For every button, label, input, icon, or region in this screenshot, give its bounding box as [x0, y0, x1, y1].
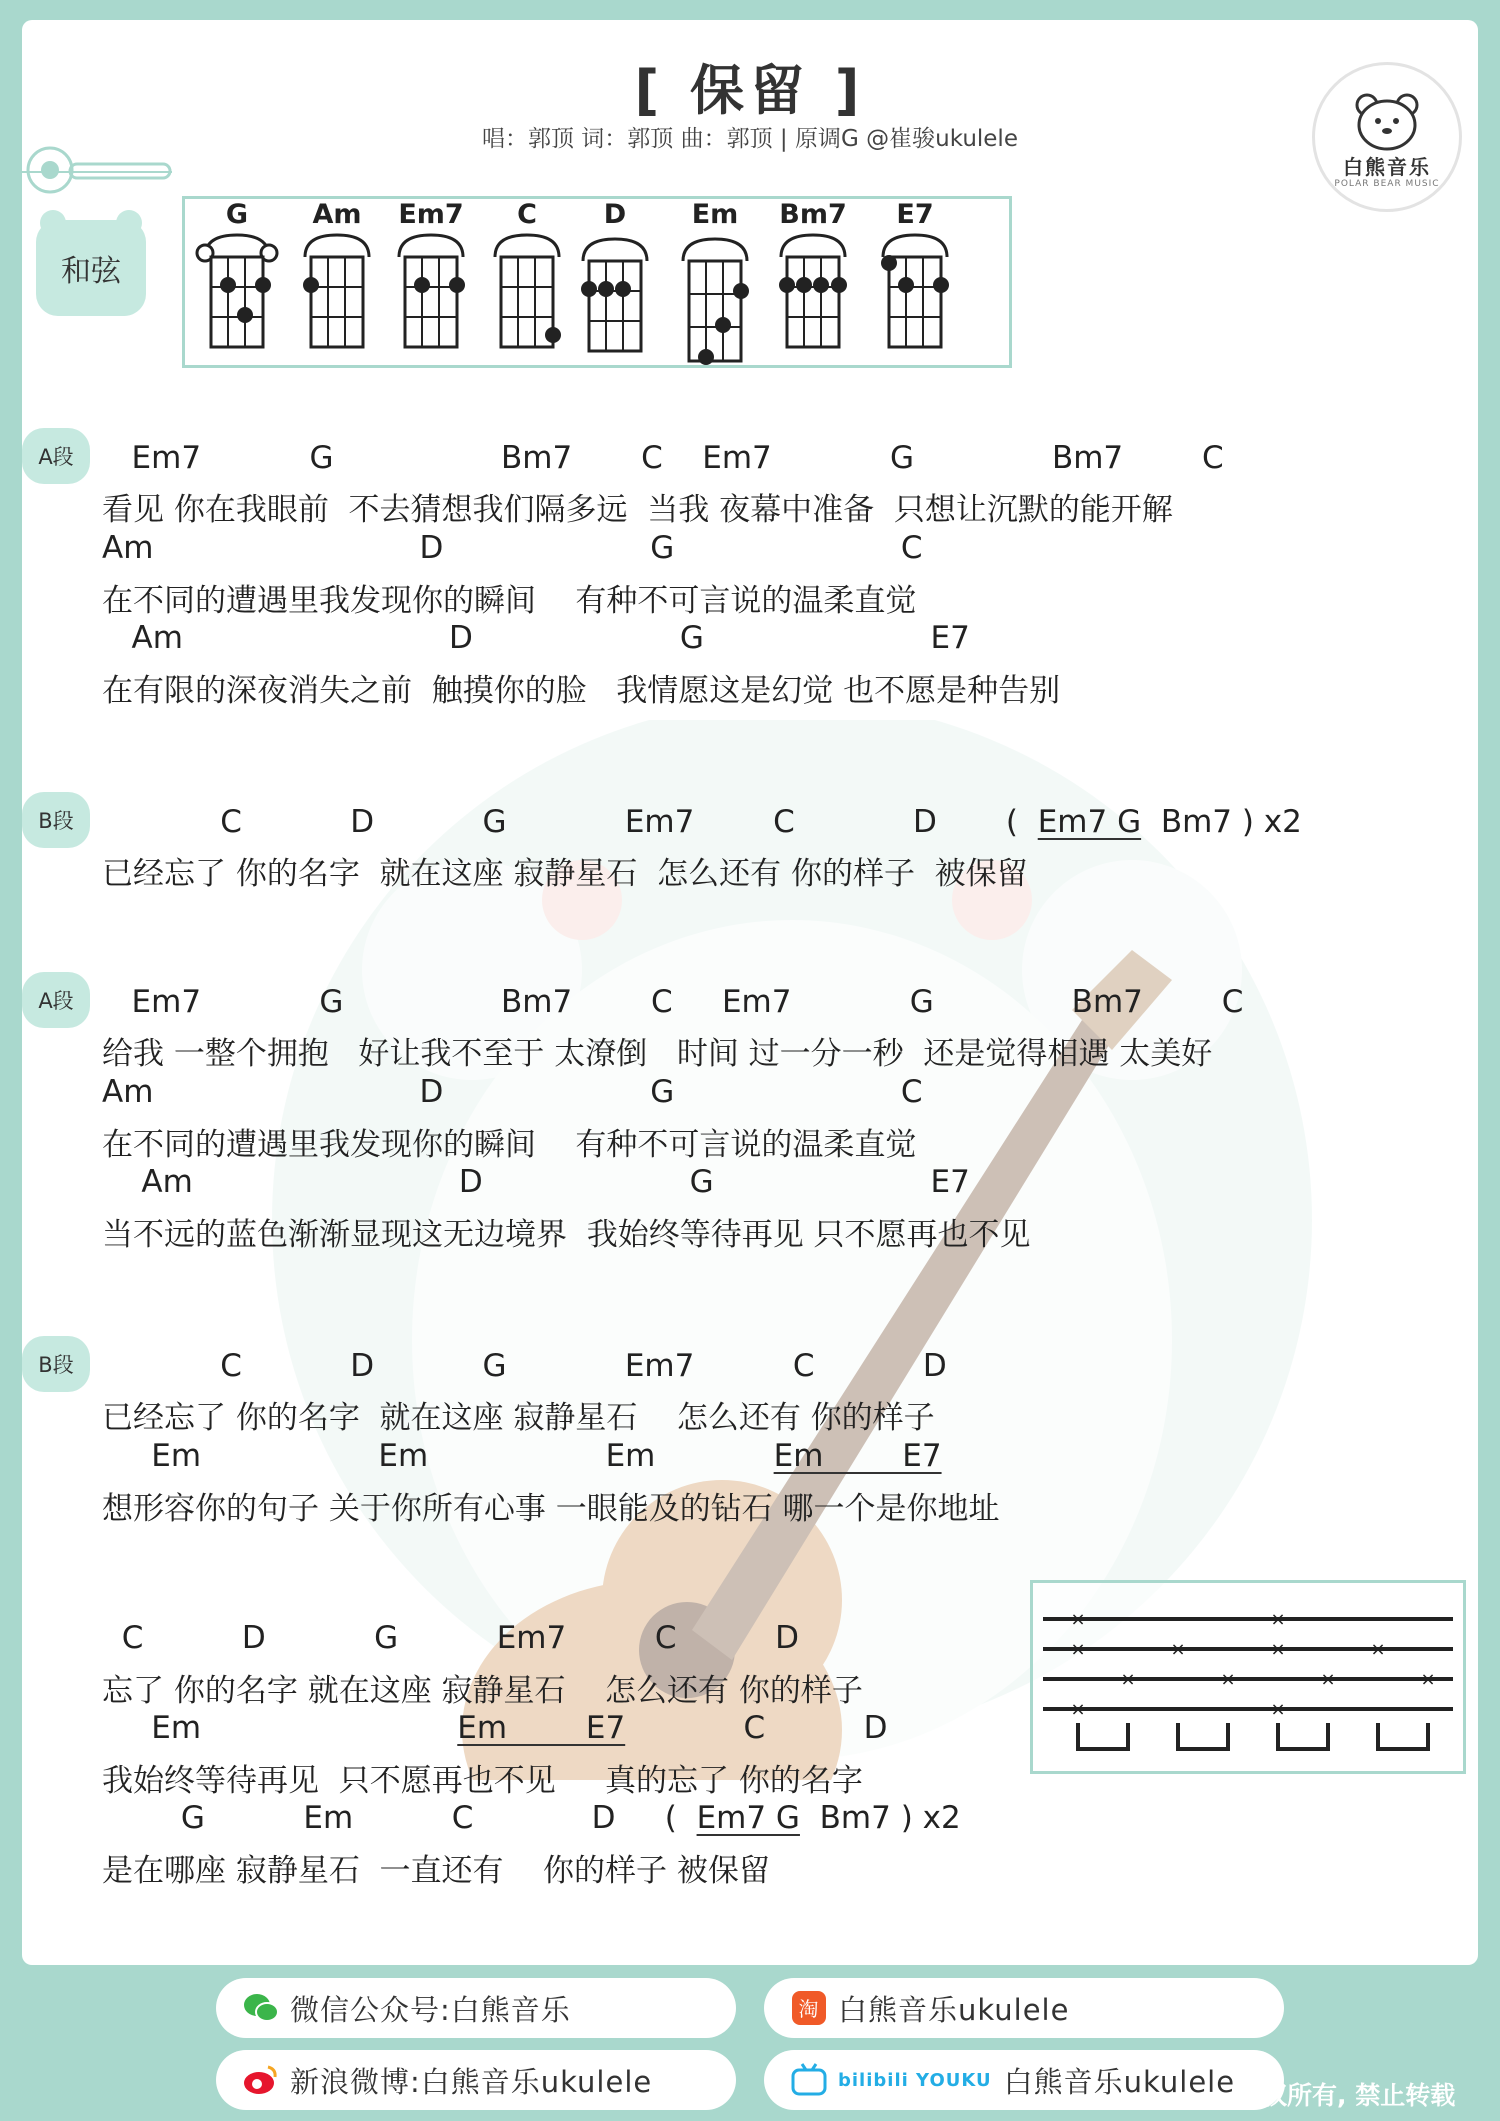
- rhythm-tab: [1030, 1580, 1466, 1774]
- svg-text:×: ×: [1270, 1699, 1286, 1720]
- chord-underlined: Em E7: [773, 1438, 942, 1474]
- chord-line: C D G Em7 C D: [102, 1620, 799, 1656]
- chord-name: Bm7: [779, 199, 847, 230]
- video-label: 白熊音乐ukulele: [1003, 2064, 1236, 2099]
- chord-line: Am D G E7: [102, 620, 970, 656]
- section-badge-b: [22, 1336, 90, 1392]
- lyric-line: 在不同的遭遇里我发现你的瞬间 有种不可言说的温柔直觉: [102, 583, 917, 619]
- section-badge-b: [22, 792, 90, 848]
- lyric-line: 在不同的遭遇里我发现你的瞬间 有种不可言说的温柔直觉: [102, 1127, 917, 1163]
- song-title: [ 保留 ]: [634, 59, 866, 122]
- chord-name: E7: [896, 199, 934, 230]
- chord-line-text: Em: [102, 1710, 458, 1746]
- weibo-icon: [242, 2061, 280, 2099]
- chord-diagram-e7: [869, 199, 961, 369]
- lyric-line: 忘了 你的名字 就在这座 寂静星石 怎么还有 你的样子: [102, 1673, 863, 1709]
- lyric-line: 我始终等待再见 只不愿再也不见 真的忘了 你的名字: [102, 1763, 863, 1799]
- wechat-link[interactable]: [216, 1978, 736, 2038]
- svg-text:×: ×: [1070, 1639, 1086, 1660]
- svg-text:淘: 淘: [798, 1997, 820, 2021]
- brand-logo: [1312, 62, 1462, 212]
- lyric-line: 当不远的蓝色渐渐显现这无边境界 我始终等待再见 只不愿再也不见: [102, 1217, 1031, 1253]
- lyric-line: 想形容你的句子 关于你所有心事 一眼能及的钻石 哪一个是你地址: [102, 1491, 1000, 1527]
- chord-name: G: [225, 199, 249, 230]
- weibo-link[interactable]: [216, 2050, 736, 2110]
- chord-diagram-em7: [385, 199, 477, 369]
- chord-diagram-g: [191, 199, 283, 369]
- section-label: B段: [38, 1353, 74, 1377]
- chord-underlined: Em E7: [457, 1710, 626, 1746]
- svg-text:×: ×: [1120, 1669, 1136, 1690]
- svg-text:×: ×: [1270, 1609, 1286, 1630]
- chord-line: Em7 G Bm7 C Em7 G Bm7 C: [102, 440, 1224, 476]
- section-badge-a: [22, 972, 90, 1028]
- section-badge-a: [22, 428, 90, 484]
- wechat-icon: [242, 1989, 280, 2027]
- chord-diagram-d: [569, 199, 661, 369]
- chord-name: Em: [691, 199, 739, 230]
- svg-text:×: ×: [1320, 1669, 1336, 1690]
- taobao-link[interactable]: [764, 1978, 1284, 2038]
- chord-line-text: Em Em Em: [102, 1438, 774, 1474]
- svg-text:×: ×: [1070, 1699, 1086, 1720]
- section-label: A段: [38, 445, 74, 469]
- logo-name: 白熊音乐: [1343, 155, 1431, 179]
- chord-underlined: Em7 G: [696, 1800, 800, 1836]
- svg-text:×: ×: [1070, 1609, 1086, 1630]
- chord-name: D: [603, 199, 627, 230]
- chord-diagram-bm7: [767, 199, 859, 369]
- chord-name: Am: [312, 199, 362, 230]
- taobao-icon: [790, 1989, 828, 2027]
- section-label: A段: [38, 989, 74, 1013]
- lyric-line: 看见 你在我眼前 不去猜想我们隔多远 当我 夜幕中准备 只想让沉默的能开解: [102, 492, 1173, 528]
- video-link[interactable]: [764, 2050, 1284, 2110]
- chord-line-end: Bm7 ) x2: [1141, 804, 1302, 840]
- polar-bear-icon: [1315, 65, 1459, 155]
- bilibili-icon: [790, 2061, 828, 2099]
- svg-text:×: ×: [1170, 1639, 1186, 1660]
- svg-text:×: ×: [1420, 1669, 1436, 1690]
- chord-line: Em7 G Bm7 C Em7 G Bm7 C: [102, 984, 1244, 1020]
- weibo-label: 新浪微博:白熊音乐ukulele: [290, 2064, 653, 2099]
- chord-diagram-c: [481, 199, 573, 369]
- lyric-line: 已经忘了 你的名字 就在这座 寂静星石 怎么还有 你的样子: [102, 1400, 935, 1436]
- wechat-label: 微信公众号:白熊音乐: [290, 1992, 571, 2027]
- svg-text:×: ×: [1220, 1669, 1236, 1690]
- chord-line: Am D G E7: [102, 1164, 970, 1200]
- lyric-line: 已经忘了 你的名字 就在这座 寂静星石 怎么还有 你的样子 被保留: [102, 856, 1028, 892]
- svg-text:×: ×: [1370, 1639, 1386, 1660]
- copyright-notice: 权所有, 禁止转载: [1262, 2081, 1456, 2110]
- chord-line: [102, 1438, 942, 1474]
- section-label: B段: [38, 809, 74, 833]
- chord-diagram-em: [669, 199, 761, 369]
- chord-label: 和弦: [61, 254, 121, 289]
- chord-line-end: Bm7 ) x2: [799, 1800, 961, 1836]
- lyric-line: 给我 一整个拥抱 好让我不至于 太潦倒 时间 过一分一秒 还是觉得相遇 太美好: [102, 1036, 1213, 1072]
- chord-line: [102, 1800, 961, 1836]
- chord-line: [102, 1710, 888, 1746]
- chord-line: [102, 804, 1302, 840]
- svg-text:×: ×: [1270, 1639, 1286, 1660]
- video-brands: bilibili YOUKU: [838, 2069, 992, 2091]
- lyric-line: 在有限的深夜消失之前 触摸你的脸 我情愿这是幻觉 也不愿是种告别: [102, 673, 1061, 709]
- chord-label-badge: [36, 220, 146, 316]
- chord-line-end: C D: [625, 1710, 888, 1746]
- chord-line: Am D G C: [102, 530, 923, 566]
- taobao-label: 白熊音乐ukulele: [838, 1992, 1070, 2027]
- logo-subtitle: POLAR BEAR MUSIC: [1334, 179, 1440, 189]
- chord-diagram-panel: [182, 196, 1012, 368]
- song-credits: 唱：郭顶 词：郭顶 曲：郭顶 | 原调G @崔骏ukulele: [482, 126, 1018, 152]
- chord-name: Em7: [398, 199, 464, 230]
- chord-line-text: G Em C D (: [102, 1800, 697, 1836]
- lyric-line: 是在哪座 寂静星石 一直还有 你的样子 被保留: [102, 1853, 770, 1889]
- chord-line-text: C D G Em7 C D (: [102, 804, 1038, 840]
- chord-name: C: [517, 199, 537, 230]
- chord-line: C D G Em7 C D: [102, 1348, 947, 1384]
- chord-underlined: Em7 G: [1037, 804, 1142, 840]
- chord-diagram-am: [291, 199, 383, 369]
- chord-line: Am D G C: [102, 1074, 923, 1110]
- song-sheet: [22, 20, 1478, 1965]
